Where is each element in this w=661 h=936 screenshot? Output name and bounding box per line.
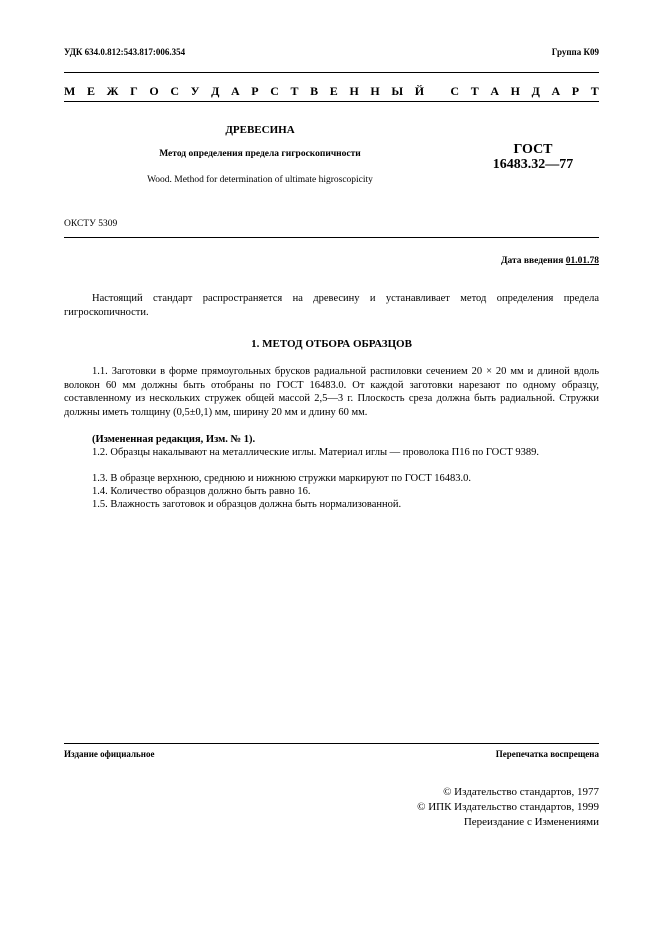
clause-1-4: 1.4. Количество образцов должно быть равно 16. [92,486,311,497]
top-rule [64,72,599,73]
banner-letter: Е [86,84,95,98]
clause-1-3: 1.3. В образце верхнюю, среднюю и нижнюю стружки маркируют по ГОСТ 16483.0. [92,473,472,484]
group-code: Группа К09 [551,47,599,57]
banner-letter: С [450,84,460,98]
banner-letter: Т [590,84,599,98]
banner-letter: А [490,84,499,98]
banner-letter: М [64,84,76,98]
amendment-note: (Измененная редакция, Изм. № 1). [92,434,256,445]
reissue-note: Переиздание с Изменениями [463,816,599,828]
gost-number: 16483.32—77 [492,157,574,172]
banner-letter: С [170,84,179,98]
banner-gap [436,84,439,99]
copyright-1999: © ИПК Издательство стандартов, 1999 [417,801,599,813]
introduction-date-label: Дата введения [500,256,566,266]
okstu-code: ОКСТУ 5309 [64,219,118,229]
introduction-date [501,256,599,266]
reprint-prohibited: Перепечатка воспрещена [495,749,599,759]
banner-letter: Н [349,84,359,98]
document-subtitle: Метод определения предела гигроскопичности [159,149,361,159]
introduction-date-value: 01.01.78 [565,256,599,266]
document-title: ДРЕВЕСИНА [225,124,295,136]
copyright-1977: © Издательство стандартов, 1977 [443,786,599,798]
banner-letter: Й [414,84,425,98]
gost-label: ГОСТ [513,142,553,157]
footer-rule [64,743,599,744]
banner-letter: Н [510,84,520,98]
banner-letter: Ж [106,84,119,98]
banner-letter: В [310,84,319,98]
banner-letter: Н [370,84,380,98]
english-title: Wood. Method for determination of ultimate higroscopicity [147,175,373,185]
banner-letter: Г [130,84,138,98]
banner-letter: Т [470,84,479,98]
udk-code: УДК 634.0.812:543.817:006.354 [64,47,186,57]
banner-letter: У [190,84,200,98]
banner-letter: Р [571,84,580,98]
interstate-standard-banner [64,84,599,99]
banner-letter: Д [211,84,220,98]
banner-letter: Ы [391,84,404,98]
banner-letter: А [230,84,240,98]
clause-1-1: 1.1. Заготовки в форме прямоугольных брусков радиальной распиловки сечением 20 × 20 мм и длиной вдоль волокон 60 мм должны быть отобраны по ГОСТ 16483.0. От каждой заготовки нарезают по одному образцу, составленному из нескольких стружек общей массой 2,5—3 г. Плоскость среза должна быть радиальной. Стружки должны иметь толщину (0,5±0,1) мм, ширину 20 мм и длину 60 мм. [64,366,599,418]
banner-letter: А [551,84,561,98]
banner-bottom-rule [64,101,599,102]
intro-paragraph: Настоящий стандарт распространяется на древесину и устанавливает метод определения предела гигроскопичности. [64,293,599,318]
clause-1-2: 1.2. Образцы накалывают на металлические иглы. Материал иглы — проволока П16 по ГОСТ 9389. [92,447,540,458]
section-heading: 1. МЕТОД ОТБОРА ОБРАЗЦОВ [251,338,412,350]
banner-letter: Д [531,84,540,98]
official-edition: Издание официальное [64,749,155,759]
banner-letter: Р [251,84,259,98]
banner-letter: Т [290,84,299,98]
banner-letter: Е [329,84,338,98]
banner-letter: С [270,84,279,98]
clause-1-5: 1.5. Влажность заготовок и образцов должна быть нормализованной. [92,499,402,510]
banner-letter: О [149,84,159,98]
okstu-rule [64,237,599,238]
